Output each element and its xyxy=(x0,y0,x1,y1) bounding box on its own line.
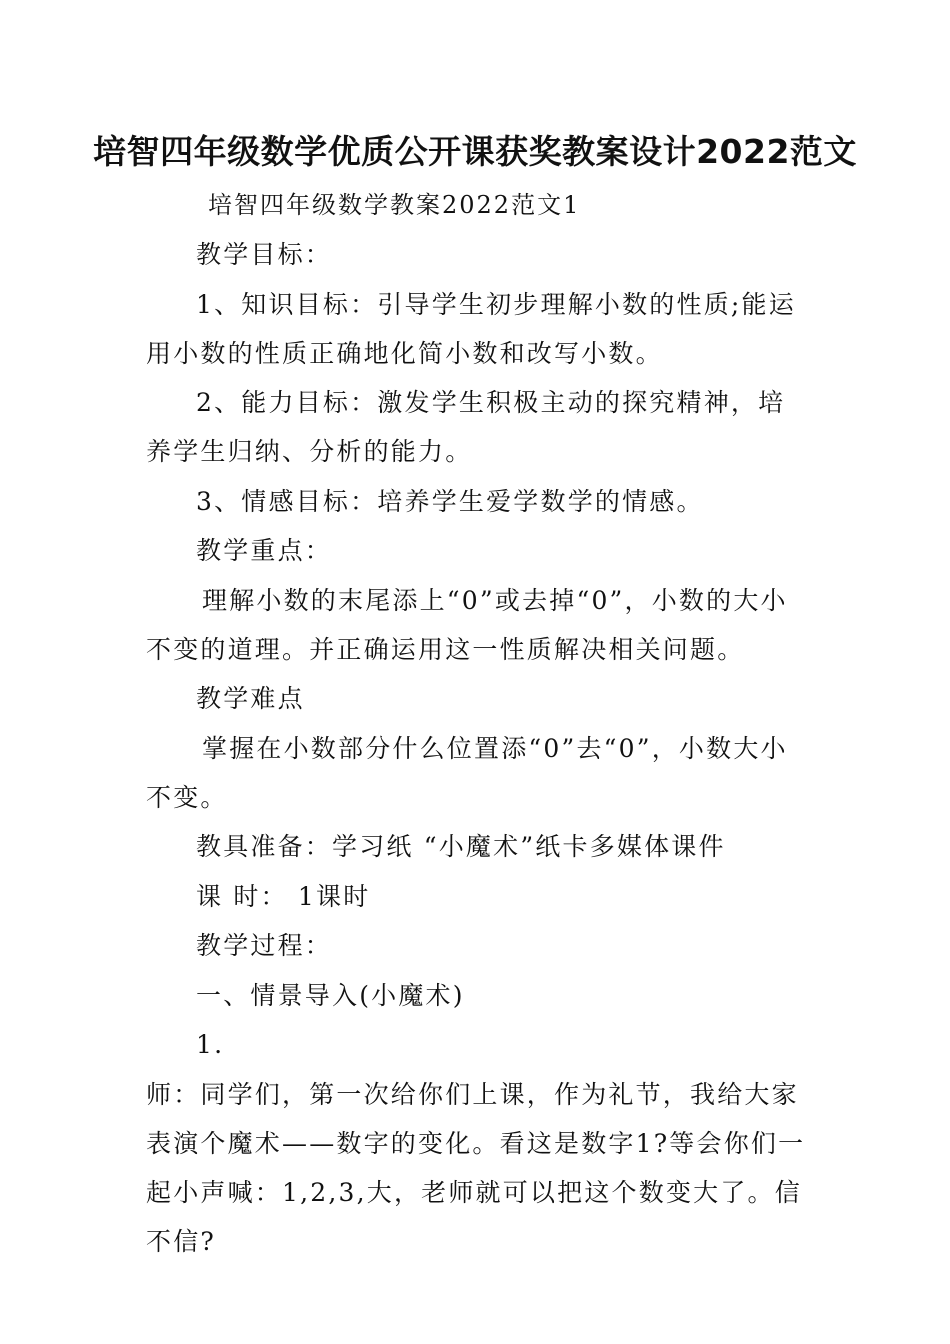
paragraph-knowledge-goal: 1、知识目标：引导学生初步理解小数的性质;能运用小数的性质正确地化简小数和改写小数。 xyxy=(146,289,796,368)
document-body xyxy=(146,230,806,1266)
paragraph-teaching-goals-heading: 教学目标： xyxy=(196,240,333,269)
paragraph-difficulties: 掌握在小数部分什么位置添“0”去“0”，小数大小不变。 xyxy=(146,733,788,812)
paragraph-class-hours: 课 时： 1课时 xyxy=(196,881,371,911)
paragraph-key-points-heading: 教学重点： xyxy=(196,536,333,565)
document-subtitle: 培智四年级数学教案2022范文1 xyxy=(208,191,581,219)
paragraph-teacher-speech: 师：同学们，第一次给你们上课，作为礼节，我给大家表演个魔术——数字的变化。看这是数字1?等会你们一起小声喊：1,2,3,大，老师就可以把这个数变大了。信不信? xyxy=(146,1079,806,1256)
paragraph-ability-goal: 2、能力目标：激发学生积极主动的探究精神，培养学生归纳、分析的能力。 xyxy=(146,388,786,466)
paragraph-teaching-aids: 教具准备：学习纸 “小魔术”纸卡多媒体课件 xyxy=(196,832,726,861)
paragraph-difficulties-heading: 教学难点 xyxy=(196,684,305,713)
document-title: 培智四年级数学优质公开课获奖教案设计2022范文 xyxy=(93,132,857,171)
paragraph-step-number: 1. xyxy=(196,1030,225,1059)
paragraph-process-heading: 教学过程： xyxy=(196,931,333,960)
paragraph-scene-intro: 一、情景导入(小魔术) xyxy=(196,980,465,1010)
paragraph-key-points: 理解小数的末尾添上“0”或去掉“0”，小数的大小不变的道理。并正确运用这一性质解决相关问题。 xyxy=(146,585,788,664)
paragraph-emotion-goal: 3、情感目标：培养学生爱学数学的情感。 xyxy=(196,486,704,516)
